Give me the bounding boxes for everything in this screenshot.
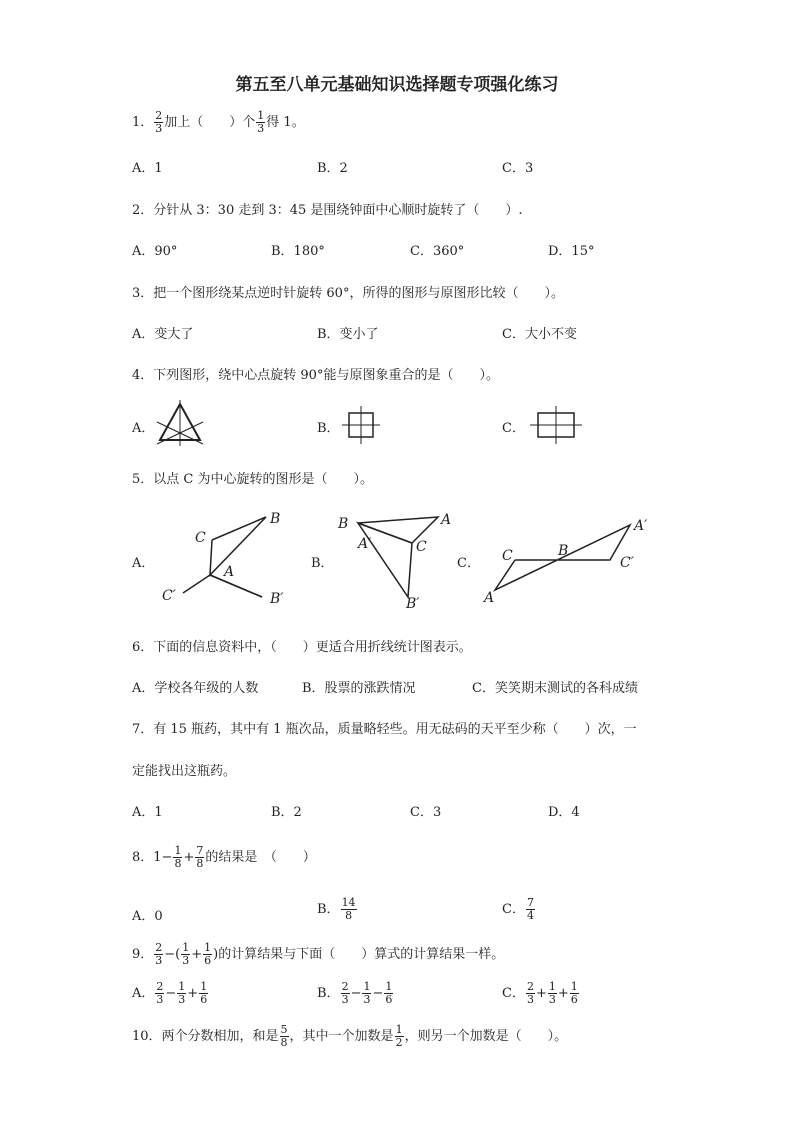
rectangle-with-cross-figure <box>530 406 582 444</box>
q9-option-c[interactable]: C． $\frac{2}{3}$ + $\frac{1}{3}$ + $\frac{1}{6}$ <box>502 980 578 1006</box>
rotation-figure-a <box>160 505 295 610</box>
q2-option-d[interactable]: D．15° <box>548 244 595 259</box>
question-7-line-2: 定能找出这瓶药。 <box>132 764 237 779</box>
q5-option-b[interactable]: B． <box>311 556 334 571</box>
question-1: 1． $\frac{2}{3}$ 加上（ ）个 $\frac{1}{3}$ 得 1。 <box>132 109 305 135</box>
fraction: $\frac{2}{3}$ <box>155 109 163 135</box>
label-a-prime: A′ <box>634 518 648 534</box>
fraction: $\frac{7}{8}$ <box>196 844 204 870</box>
q7-option-d[interactable]: D．4 <box>548 805 580 820</box>
label-b-prime: B′ <box>406 596 420 612</box>
question-3: 3．把一个图形绕某点逆时针旋转 60°，所得的图形与原图形比较（ ）。 <box>132 286 564 301</box>
fraction: $\frac{5}{8}$ <box>280 1023 288 1049</box>
q3-option-a[interactable]: A．变大了 <box>132 327 194 342</box>
q6-option-c[interactable]: C．笑笑期末测试的各科成绩 <box>472 681 638 696</box>
label-b: B <box>270 511 281 527</box>
q1-option-c[interactable]: C．3 <box>502 161 534 176</box>
q8-option-c[interactable]: C． $\frac{7}{4}$ <box>502 896 534 922</box>
fraction: $\frac{1}{2}$ <box>395 1023 403 1049</box>
fraction: $\frac{1}{8}$ <box>174 844 182 870</box>
q1-option-b[interactable]: B．2 <box>317 161 348 176</box>
question-7-line-1: 7．有 15 瓶药，其中有 1 瓶次品，质量略轻些。用无砝码的天平至少称（ ）次，一 <box>132 722 637 737</box>
square-with-cross-figure <box>342 406 380 444</box>
fraction: $\frac{1}{6}$ <box>204 941 212 967</box>
q4-option-a[interactable]: A． <box>132 421 155 436</box>
fraction: $\frac{7}{4}$ <box>526 896 534 922</box>
q4-option-c[interactable]: C． <box>502 421 525 436</box>
question-6: 6．下面的信息资料中，（ ）更适合用折线统计图表示。 <box>132 640 472 655</box>
fraction: $\frac{1}{3}$ <box>257 109 265 135</box>
question-2: 2．分针从 3：30 走到 3：45 是围绕钟面中心顺时旋转了（ ）. <box>132 203 523 218</box>
fraction: $\frac{1}{3}$ <box>182 941 190 967</box>
rotation-figure-b <box>336 505 461 610</box>
label-c-prime: C′ <box>620 555 634 571</box>
label-c: C <box>195 530 206 546</box>
q9-option-b[interactable]: B． $\frac{2}{3}$ − $\frac{1}{3}$ − $\frac{1}{6}$ <box>317 980 393 1006</box>
triangle-with-medians-figure <box>155 400 205 446</box>
fraction: $\frac{14}{8}$ <box>341 896 356 922</box>
q8-option-a[interactable]: A．0 <box>132 909 163 924</box>
label-b-prime: B′ <box>270 591 284 607</box>
label-c-prime: C′ <box>162 588 176 604</box>
rotation-figure-c <box>480 505 660 610</box>
q9-option-a[interactable]: A． $\frac{2}{3}$ − $\frac{1}{3}$ + $\frac{1}{6}$ <box>132 980 208 1006</box>
q5-option-c[interactable]: C． <box>457 556 480 571</box>
fraction: $\frac{2}{3}$ <box>155 941 163 967</box>
q6-option-b[interactable]: B．股票的涨跌情况 <box>302 681 416 696</box>
question-9: 9． $\frac{2}{3}$ −( $\frac{1}{3}$ + $\frac{1}{6}$ )的计算结果与下面（ ）算式的计算结果一样。 <box>132 941 505 967</box>
label-a-prime: A′ <box>358 536 372 552</box>
q2-option-b[interactable]: B．180° <box>271 244 325 259</box>
q3-option-c[interactable]: C．大小不变 <box>502 327 577 342</box>
q4-option-b[interactable]: B． <box>317 421 340 436</box>
label-a: A <box>224 564 235 580</box>
question-8: 8．1− $\frac{1}{8}$ + $\frac{7}{8}$ 的结果是 （ ） <box>132 844 316 870</box>
q7-option-a[interactable]: A．1 <box>132 805 163 820</box>
q7-option-c[interactable]: C．3 <box>410 805 442 820</box>
q7-option-b[interactable]: B．2 <box>271 805 302 820</box>
q3-option-b[interactable]: B．变小了 <box>317 327 379 342</box>
q2-option-c[interactable]: C．360° <box>410 244 465 259</box>
page-title: 第五至八单元基础知识选择题专项强化练习 <box>235 75 559 95</box>
label-b: B <box>338 516 349 532</box>
label-a: A <box>484 590 495 606</box>
label-c: C <box>502 548 513 564</box>
question-10: 10．两个分数相加，和是 $\frac{5}{8}$ ，其中一个加数是 $\frac{1}{2}$ ，则另一个加数是（ ）。 <box>132 1023 568 1049</box>
q6-option-a[interactable]: A．学校各年级的人数 <box>132 681 259 696</box>
label-c: C <box>416 539 427 555</box>
q2-option-a[interactable]: A．90° <box>132 244 178 259</box>
label-a: A <box>441 512 452 528</box>
q8-option-b[interactable]: B． $\frac{14}{8}$ <box>317 896 356 922</box>
question-4: 4．下列图形，绕中心点旋转 90°能与原图象重合的是（ ）。 <box>132 368 499 383</box>
question-5: 5．以点 C 为中心旋转的图形是（ ）。 <box>132 472 373 487</box>
q5-option-a[interactable]: A． <box>132 556 155 571</box>
label-b: B <box>558 543 569 559</box>
q1-option-a[interactable]: A．1 <box>132 161 163 176</box>
